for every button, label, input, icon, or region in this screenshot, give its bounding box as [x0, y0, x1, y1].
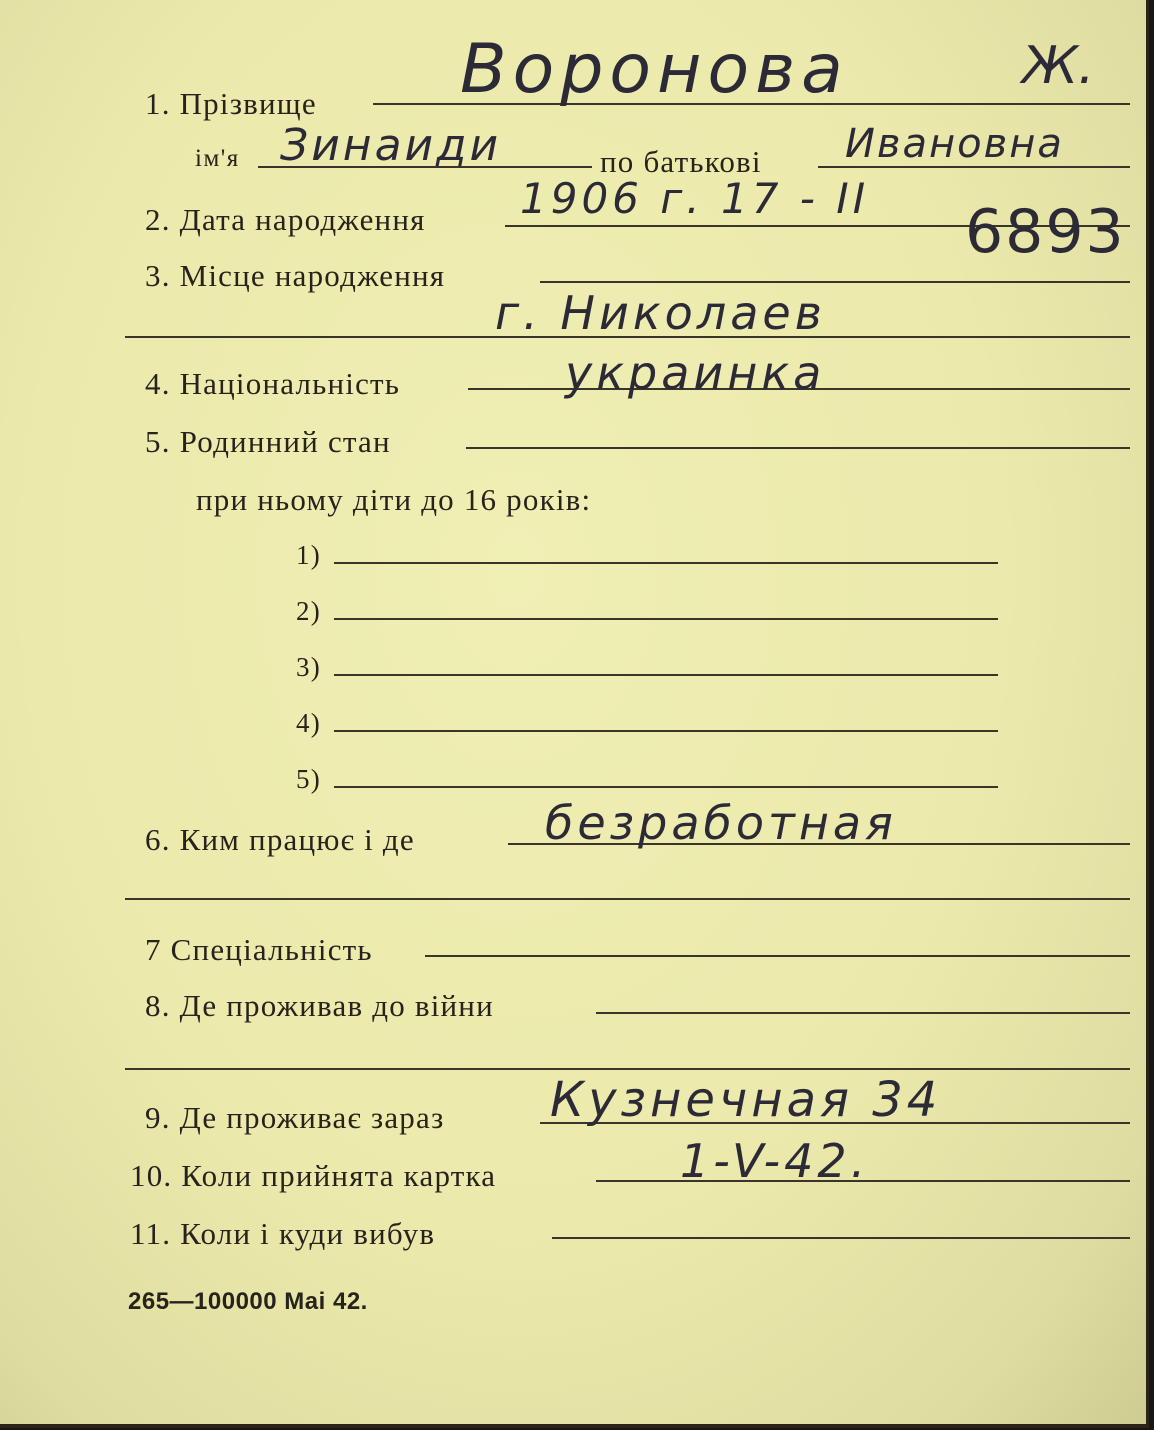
prewar-residence-label: 8. Де проживав до війни: [145, 988, 494, 1023]
child-line-2: [334, 618, 998, 620]
child-label-1: 1): [296, 540, 321, 570]
departure-line: [552, 1237, 1130, 1239]
surname-label: 1. Прізвище: [145, 86, 317, 121]
child-line-1: [334, 562, 998, 564]
departure-label: 11. Коли і куди вибув: [130, 1216, 436, 1251]
birth-place-label: 3. Місце народження: [145, 258, 446, 293]
first-name-label: ім'я: [195, 145, 240, 172]
prewar-residence-line: [596, 1012, 1130, 1014]
prewar-residence-line-2: [125, 1068, 1130, 1070]
current-residence-value: Кузнечная 34: [550, 1072, 942, 1128]
birth-place-value: г. Николаев: [495, 286, 826, 340]
current-residence-label: 9. Де проживає зараз: [145, 1100, 445, 1135]
child-line-5: [334, 786, 998, 788]
patronymic-value: Ивановна: [845, 121, 1064, 167]
family-status-line: [466, 447, 1130, 449]
record-number: 6893: [965, 197, 1126, 267]
printer-imprint: 265—100000 Mai 42.: [128, 1288, 368, 1315]
child-line-3: [334, 674, 998, 676]
work-value: безработная: [545, 796, 897, 850]
specialty-line: [425, 955, 1130, 957]
child-label-4: 4): [296, 708, 321, 738]
child-label-2: 2): [296, 596, 321, 626]
work-line-2: [125, 898, 1130, 900]
patronymic-label: по батькові: [600, 144, 762, 179]
specialty-label: 7 Спеціальність: [145, 932, 373, 967]
surname-value: Воронова: [460, 30, 849, 109]
corner-mark: Ж.: [1022, 36, 1095, 96]
child-line-4: [334, 730, 998, 732]
birth-date-value: 1906 г. 17 - II: [520, 174, 870, 223]
card-accepted-label: 10. Коли прийнята картка: [130, 1158, 497, 1193]
children-label: при ньому діти до 16 років:: [196, 482, 592, 517]
card-accepted-value: 1-V-42.: [680, 1134, 870, 1188]
nationality-label: 4. Національність: [145, 366, 401, 401]
first-name-value: Зинаиди: [280, 120, 502, 171]
birth-place-line: [540, 281, 1130, 283]
nationality-value: украинка: [565, 346, 826, 400]
family-status-label: 5. Родинний стан: [145, 424, 391, 459]
child-label-5: 5): [296, 764, 321, 794]
work-label: 6. Ким працює і де: [145, 822, 415, 857]
birth-date-label: 2. Дата народження: [145, 202, 426, 237]
child-label-3: 3): [296, 652, 321, 682]
